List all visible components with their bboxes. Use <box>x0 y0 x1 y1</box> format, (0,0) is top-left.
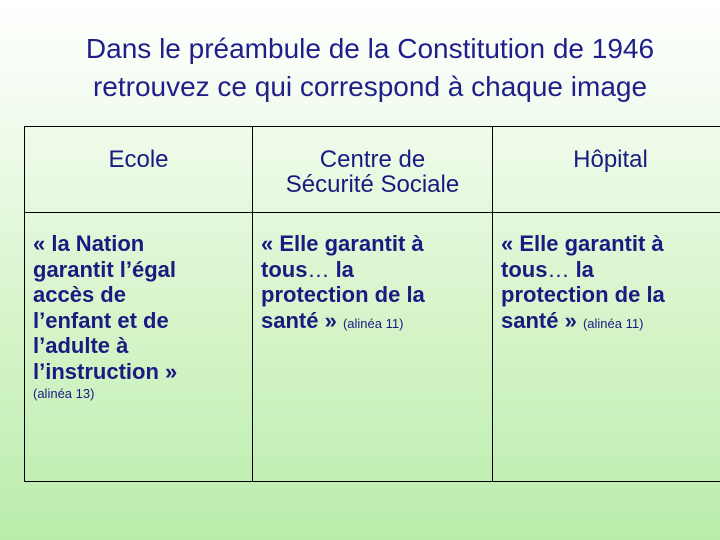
quote-sante-hopital <box>493 213 720 336</box>
quote-word: la <box>569 256 594 282</box>
quote-line: accès de <box>33 282 126 307</box>
quote-line <box>261 257 486 283</box>
content-cell-ecole <box>25 213 253 482</box>
quote-word: santé » <box>261 307 337 333</box>
header-row <box>25 127 720 213</box>
alinea-note: (alinéa 13) <box>33 386 95 401</box>
title-line-2: retrouvez ce qui correspond à chaque image <box>92 71 648 102</box>
quote-word: tous <box>501 256 548 282</box>
header-cell-ecole <box>25 127 253 213</box>
ellipsis: … <box>547 256 570 282</box>
alinea-note: (alinéa 11) <box>582 315 644 331</box>
alinea-note: (alinéa 11) <box>342 315 404 331</box>
quote-line: l’adulte à <box>33 333 129 358</box>
quote-word: la <box>329 256 354 282</box>
quote-word: santé » <box>501 307 577 333</box>
quote-line: protection de la <box>501 282 665 307</box>
slide-title <box>0 30 720 106</box>
header-cell-securite-sociale <box>253 127 493 213</box>
content-row <box>25 213 720 482</box>
header-cell-hopital <box>493 127 720 213</box>
quote-line: garantit l’égal <box>33 256 177 282</box>
ellipsis: … <box>307 256 330 282</box>
title-line-1: Dans le préambule de la Constitution de 1946 <box>85 33 655 64</box>
quote-line: « Elle garantit à <box>261 231 424 256</box>
header-securite-sociale <box>253 127 492 197</box>
header-securite-line-1: Centre de <box>319 146 426 173</box>
quote-line: l’enfant et de <box>33 307 169 333</box>
quote-line <box>501 257 720 283</box>
quote-sante-securite <box>253 213 492 336</box>
quote-line: « Elle garantit à <box>501 231 664 256</box>
content-cell-hopital <box>493 213 720 482</box>
quote-line <box>501 308 720 337</box>
header-securite-line-2: Sécurité Sociale <box>285 171 460 198</box>
quote-word: tous <box>261 256 308 282</box>
header-ecole: Ecole <box>108 146 169 173</box>
content-cell-securite-sociale <box>253 213 493 482</box>
quote-instruction <box>25 213 252 401</box>
quote-line <box>261 308 486 337</box>
quote-line: l’instruction » <box>33 358 178 384</box>
quote-line: protection de la <box>261 282 425 307</box>
matching-table <box>24 126 720 482</box>
header-hopital: Hôpital <box>573 146 648 173</box>
quote-line: « la Nation <box>33 231 145 256</box>
